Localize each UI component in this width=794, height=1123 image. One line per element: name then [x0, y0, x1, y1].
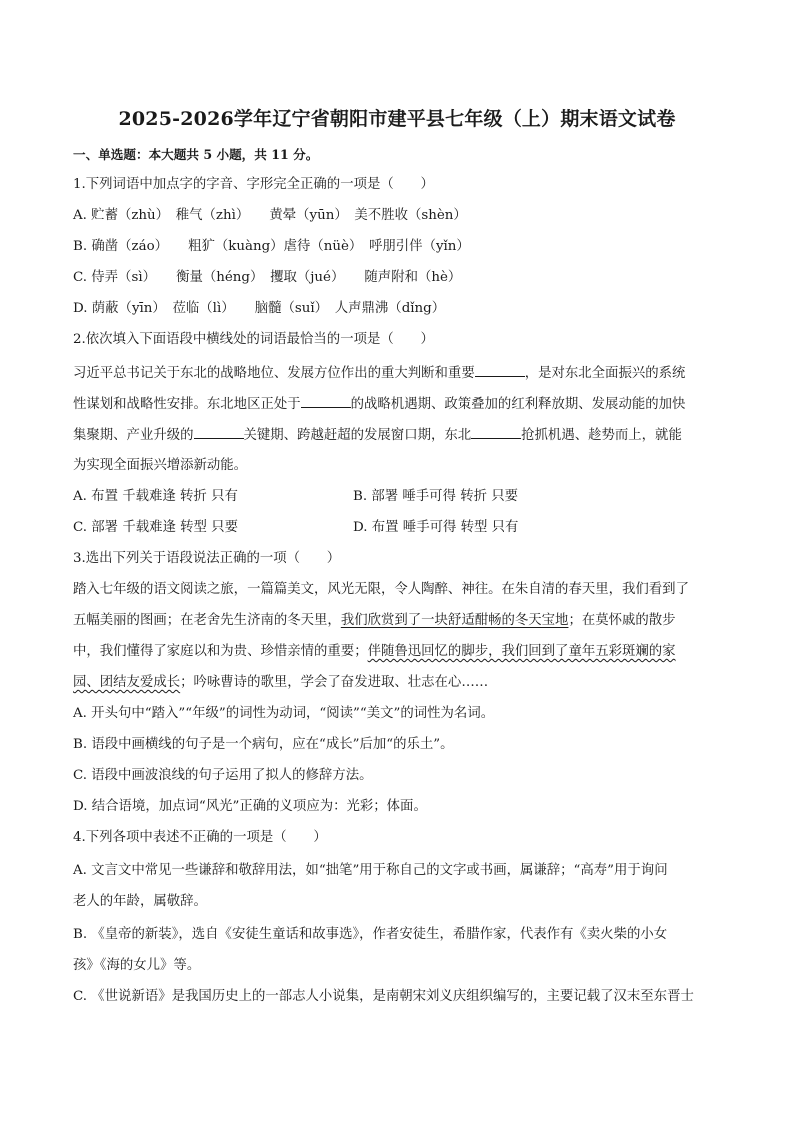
question-3-stem: 3.选出下列关于语段说法正确的一项（ ）: [73, 551, 341, 566]
question-2-passage-line-4: 为实现全面振兴增添新动能。: [73, 458, 248, 473]
passage-text: 五幅美丽的图画；在老舍先生济南的冬天里，: [73, 613, 341, 628]
question-3-passage-line-3: [73, 643, 723, 661]
question-3-passage-line-4: [73, 674, 723, 692]
question-2-options-row-2: [73, 519, 723, 537]
question-1-stem: 1.下列词语中加点字的字音、字形完全正确的一项是（ ）: [73, 177, 434, 192]
question-2-passage-line-2: [73, 395, 723, 414]
passage-text: 习近平总书记关于东北的战略地位、发展方位作出的重大判断和重要: [73, 366, 475, 381]
question-3-option-b: B. 语段中画横线的句子是一个病句，应在“成长”后加“的乐土”。: [73, 737, 454, 752]
question-2-passage-line-3: [73, 426, 723, 445]
fill-blank-1: [475, 364, 525, 377]
question-4-option-c-line-1: C. 《世说新语》是我国历史上的一部志人小说集，是南朝宋刘义庆组织编写的，主要记载了汉末至东晋士: [73, 989, 694, 1004]
passage-text: ，是对东北全面振兴的系统: [524, 366, 686, 381]
passage-text: 抢抓机遇、趁势而上，就能: [521, 428, 682, 443]
wavy-underlined-sentence: 伴随鲁迅回忆的脚步，我们回到了童年五彩斑斓的家: [367, 644, 676, 659]
question-1-option-a: A. 贮蓄（zhù） 稚气（zhì） 黄晕（yūn） 美不胜收（shèn）: [73, 208, 467, 223]
question-2-stem: 2.依次填入下面语段中横线处的词语最恰当的一项是（ ）: [73, 332, 434, 347]
question-4-option-a-line-1: A. 文言文中常见一些谦辞和敬辞用法，如“拙笔”用于称自己的文字或书画，属谦辞；“高寿”用于询问: [73, 863, 668, 878]
passage-text: ；在莫怀戚的散步: [568, 613, 676, 628]
question-2-option-a: A. 布置 千载难逢 转折 只有: [73, 489, 238, 504]
question-3-option-a: A. 开头句中“踏入”“年级”的词性为动词，“阅读”“美文”的词性为名词。: [73, 706, 495, 721]
passage-text: 关键期、跨越赶超的发展窗口期，东北: [243, 428, 472, 443]
passage-text: 的战略机遇期、政策叠加的红利释放期、发展动能的加快: [350, 397, 686, 412]
question-4-option-a-line-2: 老人的年龄，属敬辞。: [73, 894, 207, 909]
passage-text: 集聚期、产业升级的: [73, 428, 194, 443]
fill-blank-2: [301, 395, 351, 408]
question-4-option-b-line-2: 孩》《海的女儿》等。: [73, 958, 201, 973]
question-2-options-row-1: [73, 488, 723, 506]
underlined-sentence: 我们欣赏到了一块舒适酣畅的冬天宝地: [340, 613, 569, 628]
question-3-passage-line-2: [73, 612, 723, 630]
question-4-stem: 4.下列各项中表述不正确的一项是（ ）: [73, 830, 327, 845]
question-2-option-b: B. 部署 唾手可得 转折 只要: [353, 489, 519, 504]
question-2-option-d: D. 布置 唾手可得 转型 只有: [353, 520, 519, 535]
fill-blank-4: [471, 426, 521, 439]
page-title: 2025-2026学年辽宁省朝阳市建平县七年级（上）期末语文试卷: [118, 108, 676, 130]
question-1-option-c: C. 侍弄（sì） 衡量（héng） 攫取（jué） 随声附和（hè）: [73, 270, 462, 285]
question-2-option-c: C. 部署 千载难逢 转型 只要: [73, 520, 238, 535]
fill-blank-3: [194, 426, 244, 439]
passage-text: 性谋划和战略性安排。东北地区正处于: [73, 397, 301, 412]
question-3-option-c: C. 语段中画波浪线的句子运用了拟人的修辞方法。: [73, 768, 373, 783]
section-heading: 一、单选题：本大题共 5 小题，共 11 分。: [73, 147, 319, 162]
question-3-passage-line-1: 踏入七年级的语文阅读之旅，一篇篇美文，风光无限，令人陶醉、神往。在朱自清的春天里，我们看到了: [73, 582, 689, 597]
passage-text: 中，我们懂得了家庭以和为贵、珍惜亲情的重要；: [73, 644, 368, 659]
passage-text: ；吟咏曹诗的歌里，学会了奋发进取、壮志在心……: [180, 675, 489, 690]
wavy-underlined-sentence: 园、团结友爱成长: [73, 675, 181, 690]
question-2-passage-line-1: [73, 364, 723, 383]
question-4-option-b-line-1: B. 《皇帝的新装》，选自《安徒生童话和故事选》，作者安徒生，希腊作家，代表作有《卖火柴的小女: [73, 927, 668, 942]
question-1-option-d: D. 荫蔽（yīn） 莅临（lì） 脑髓（suǐ） 人声鼎沸（dǐng）: [73, 301, 446, 316]
question-3-option-d: D. 结合语境，加点词“风光”正确的义项应为：光彩；体面。: [73, 799, 427, 814]
question-1-option-b: B. 确凿（záo） 粗犷（kuàng）虐待（nüè） 呼朋引伴（yǐn）: [73, 239, 470, 254]
